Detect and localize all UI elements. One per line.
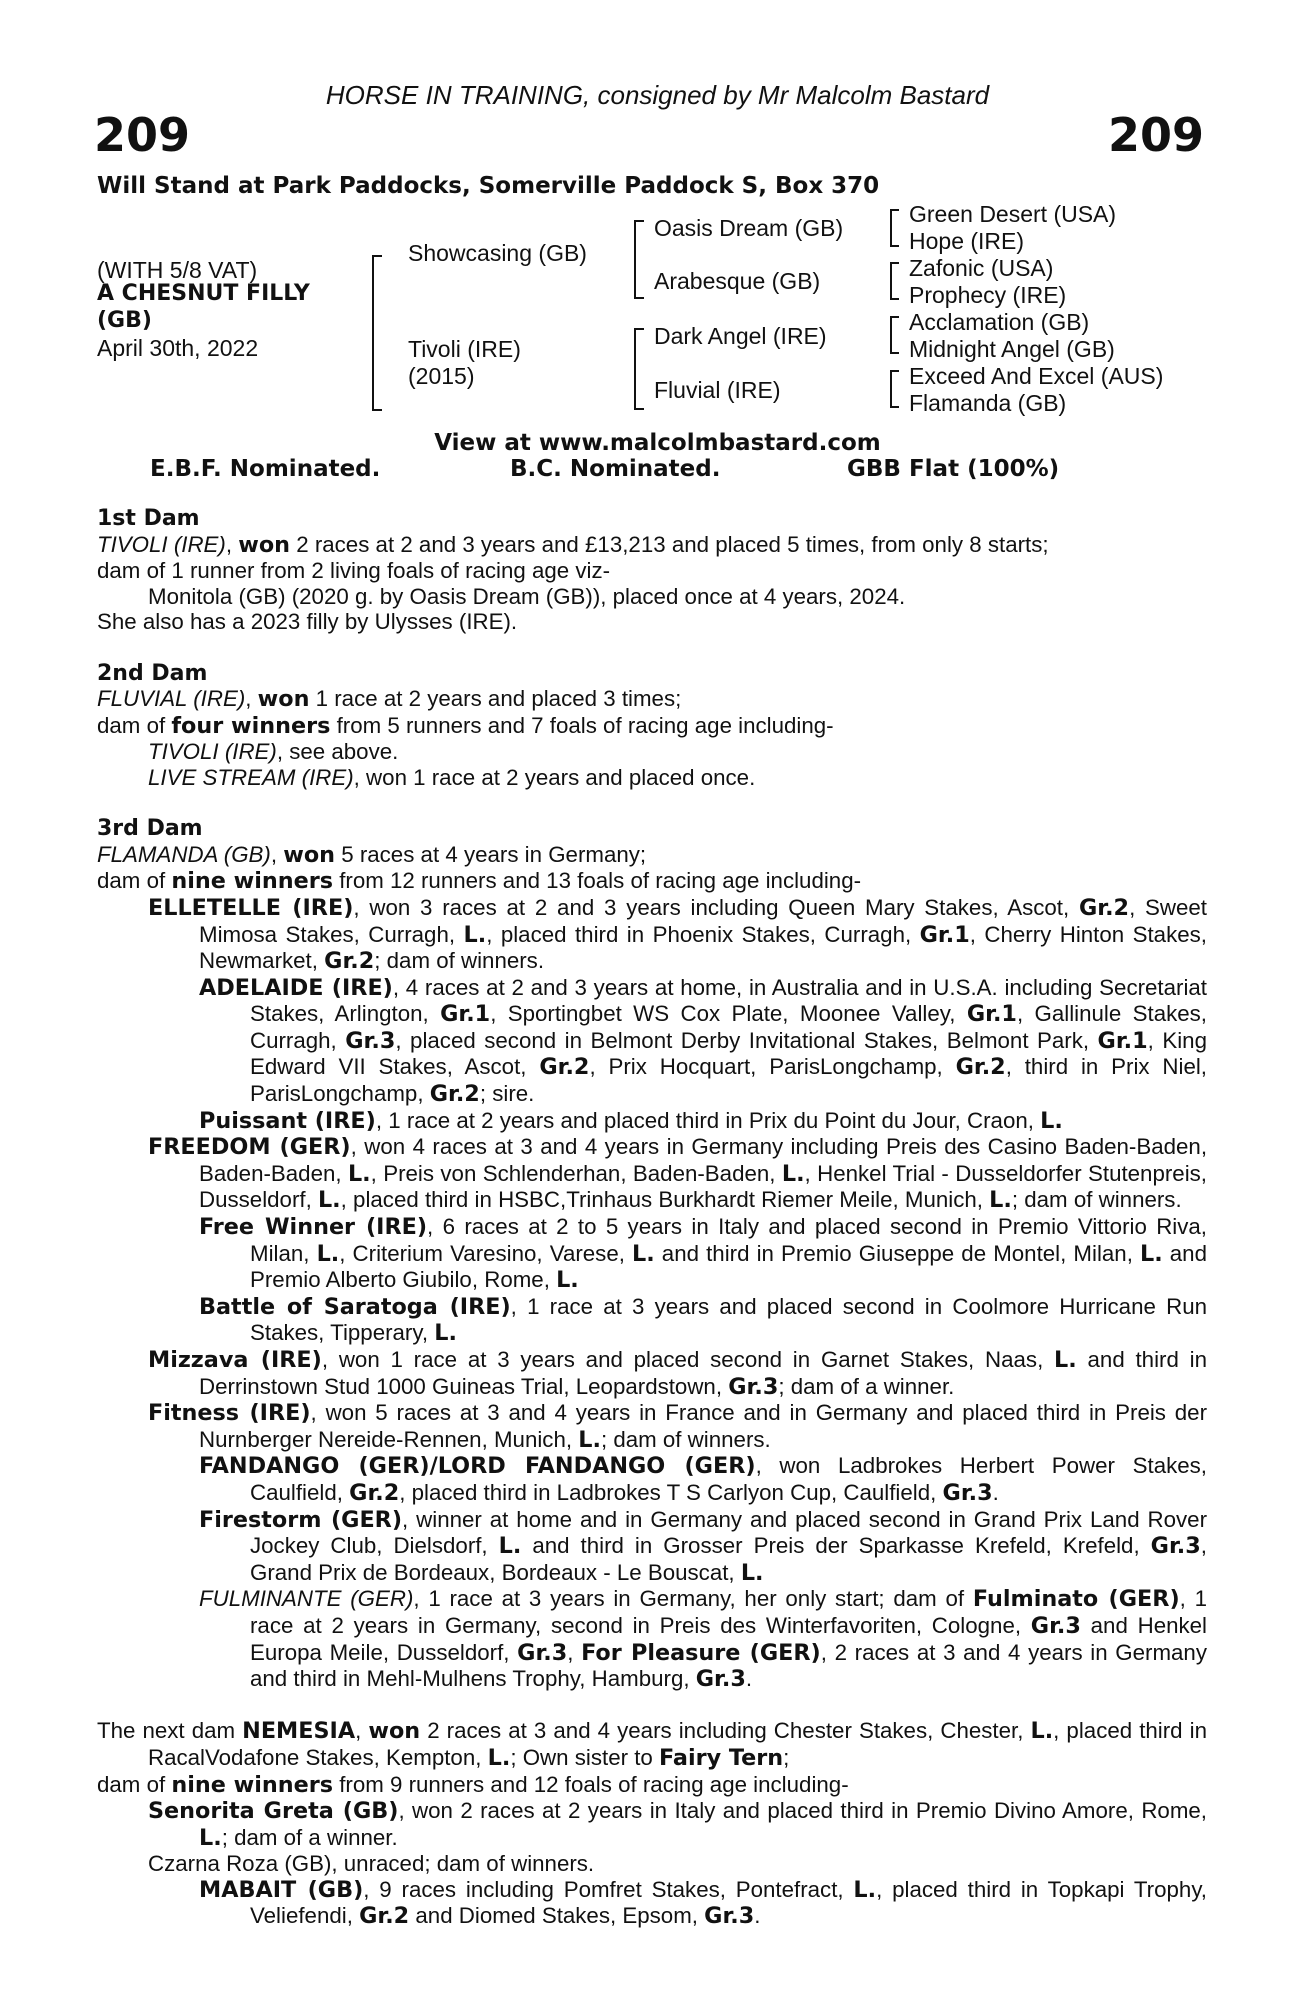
runner-entry: FREEDOM (GER), won 4 races at 3 and 4 years in Germany including Preis des Casino Baden-Baden, Baden-Baden, L., Preis von Schlenderhan, Baden-Baden, L., Henkel Trial - Dusseldorfer Stutenpreis, Dusseldorf, L., placed third in HSBC,Trinhaus Burkhardt Riemer Meile, Munich, L.; dam of winners. (148, 1134, 1208, 1214)
ggd-1: Hope (IRE) (909, 228, 1025, 254)
dam-year: (2015) (408, 363, 475, 389)
runner-entry: Firestorm (GER), winner at home and in Germany and placed second in Grand Prix Land Rover Jockey Club, Dielsdorf, L. and third in Grosser Preis der Sparkasse Krefeld, Krefeld, Gr.3, Grand Prix de Bordeaux, Bordeaux - Le Bouscat, L. (199, 1506, 1207, 1586)
sire-brace (634, 220, 644, 299)
runner-entry: Battle of Saratoga (IRE), 1 race at 3 years and placed second in Coolmore Hurricane Run Stakes, Tipperary, L. (199, 1293, 1207, 1347)
third-dam-record: FLAMANDA (GB), won 5 races at 4 years in Germany; (97, 841, 647, 868)
ggs-3: Acclamation (GB) (909, 309, 1090, 335)
third-dam-produce: dam of nine winners from 12 runners and 13 foals of racing age including- (97, 868, 862, 895)
stand-location: Will Stand at Park Paddocks, Somerville Paddock S, Box 370 (97, 173, 880, 199)
ggs-4: Exceed And Excel (AUS) (909, 363, 1164, 389)
grand-brace-4 (890, 370, 899, 408)
bc-note: B.C. Nominated. (510, 456, 721, 482)
runner-entry: Free Winner (IRE), 6 races at 2 to 5 years in Italy and placed second in Premio Vittorio Riva, Milan, L., Criterium Varesino, Varese, L. and third in Premio Giuseppe de Montel, Milan, L. and Premio Alberto Giubilo, Rome, L. (199, 1214, 1207, 1294)
runner-entry: Mizzava (IRE), won 1 race at 3 years and placed second in Garnet Stakes, Naas, L. and third in Derrinstown Stud 1000 Guineas Trial, Leopardstown, Gr.3; dam of a winner. (148, 1347, 1207, 1400)
ggd-4: Flamanda (GB) (909, 390, 1067, 416)
ggs-1: Green Desert (USA) (909, 201, 1117, 227)
runner-entry: Czarna Roza (GB), unraced; dam of winners. (148, 1851, 595, 1877)
second-dam-heading: 2nd Dam (97, 660, 208, 686)
runner-entry: ADELAIDE (IRE), 4 races at 2 and 3 years at home, in Australia and in U.S.A. including Secretariat Stakes, Arlington, Gr.1, Sportingbet WS Cox Plate, Moonee Valley, Gr.1, Gallinule Stakes, Curragh, Gr.3, placed second in Belmont Derby Invitational Stakes, Belmont Park, Gr.1, King Edward VII Stakes, Ascot, Gr.2, Prix Hocquart, ParisLongchamp, Gr.2, third in Prix Niel, ParisLongchamp, Gr.2; sire. (199, 974, 1207, 1108)
first-dam-record: TIVOLI (IRE), won 2 races at 2 and 3 years and £13,213 and placed 5 times, from only 8 starts; (97, 531, 1049, 558)
first-dam-foal: She also has a 2023 filly by Ulysses (IRE). (97, 609, 518, 635)
third-dam-heading: 3rd Dam (97, 816, 203, 842)
dam-sire: Dark Angel (IRE) (654, 323, 827, 349)
sire-dam: Arabesque (GB) (654, 268, 821, 294)
runner-entry: Senorita Greta (GB), won 2 races at 2 years in Italy and placed third in Premio Divino Amore, Rome, L.; dam of a winner. (148, 1798, 1207, 1851)
second-dam-runner: LIVE STREAM (IRE), won 1 race at 2 years and placed once. (148, 764, 756, 790)
gbb-note: GBB Flat (100%) (847, 456, 1060, 482)
horse-origin: (GB) (97, 308, 152, 333)
vat-note: (WITH 5/8 VAT) (97, 257, 258, 283)
ggd-2: Prophecy (IRE) (909, 282, 1067, 308)
first-dam-heading: 1st Dam (97, 506, 200, 531)
runner-entry: MABAIT (GB), 9 races including Pomfret Stakes, Pontefract, L., placed third in Topkapi Trophy, Veliefendi, Gr.2 and Diomed Stakes, Epsom, Gr.3. (199, 1876, 1208, 1930)
foaling-date: April 30th, 2022 (97, 335, 259, 361)
next-dam-produce: dam of nine winners from 9 runners and 12 foals of racing age including- (97, 1771, 849, 1798)
dam-brace (634, 328, 644, 410)
runner-entry: ELLETELLE (IRE), won 3 races at 2 and 3 years including Queen Mary Stakes, Ascot, Gr.2, Sweet Mimosa Stakes, Curragh, L., placed third in Phoenix Stakes, Curragh, Gr.1, Cherry Hinton Stakes, Newmarket, Gr.2; dam of winners. (148, 894, 1207, 975)
ggs-2: Zafonic (USA) (909, 255, 1054, 281)
dam: Tivoli (IRE) (408, 336, 521, 362)
second-dam-record: FLUVIAL (IRE), won 1 race at 2 years and placed 3 times; (97, 686, 682, 713)
grand-brace-2 (890, 262, 899, 300)
runner-entry: Fitness (IRE), won 5 races at 3 and 4 years in France and in Germany and placed third in Preis der Nurnberger Nereide-Rennen, Munich, L.; dam of winners. (148, 1400, 1207, 1453)
lot-number-right: 209 (1107, 108, 1204, 162)
runner-entry: Puissant (IRE), 1 race at 2 years and placed third in Prix du Point du Jour, Craon, L. (199, 1107, 1063, 1134)
next-dam-record: The next dam NEMESIA, won 2 races at 3 and 4 years including Chester Stakes, Chester, L., placed third in RacalVodafone Stakes, Kempton, L.; Own sister to Fairy Tern; (97, 1718, 1208, 1771)
dam-dam: Fluvial (IRE) (654, 377, 781, 403)
grand-brace-1 (890, 209, 899, 247)
runner-entry: FULMINANTE (GER), 1 race at 3 years in Germany, her only start; dam of Fulminato (GER), 1 race at 2 years in Germany, second in Preis des Winterfavoriten, Cologne, Gr.3 and Henkel Europa Meile, Dusseldorf, Gr.3, For Pleasure (GER), 2 races at 3 and 4 years in Germany and third in Mehl-Mulhens Trophy, Hamburg, Gr.3. (199, 1586, 1208, 1693)
first-dam-runner: Monitola (GB) (2020 g. by Oasis Dream (GB)), placed once at 4 years, 2024. (148, 583, 906, 609)
catalogue-body (97, 506, 1207, 1930)
second-dam-produce: dam of four winners from 5 runners and 7 foals of racing age including- (97, 712, 834, 739)
pedigree-brace (372, 255, 382, 411)
ggd-3: Midnight Angel (GB) (909, 336, 1115, 362)
grand-brace-3 (890, 316, 899, 354)
ebf-note: E.B.F. Nominated. (150, 456, 381, 482)
second-dam-runner: TIVOLI (IRE), see above. (148, 739, 399, 765)
first-dam-produce: dam of 1 runner from 2 living foals of racing age viz- (97, 558, 611, 584)
horse-description: A CHESNUT FILLY (97, 281, 310, 306)
sire: Showcasing (GB) (408, 240, 587, 266)
lot-number-left: 209 (94, 108, 191, 162)
runner-entry: FANDANGO (GER)/LORD FANDANGO (GER), won Ladbrokes Herbert Power Stakes, Caulfield, Gr.2, placed third in Ladbrokes T S Carlyon Cup, Caulfield, Gr.3. (199, 1453, 1207, 1506)
sire-sire: Oasis Dream (GB) (654, 215, 844, 241)
consignment-header: HORSE IN TRAINING, consigned by Mr Malcolm Bastard (325, 80, 990, 110)
website-link[interactable]: View at www.malcolmbastard.com (434, 430, 881, 456)
